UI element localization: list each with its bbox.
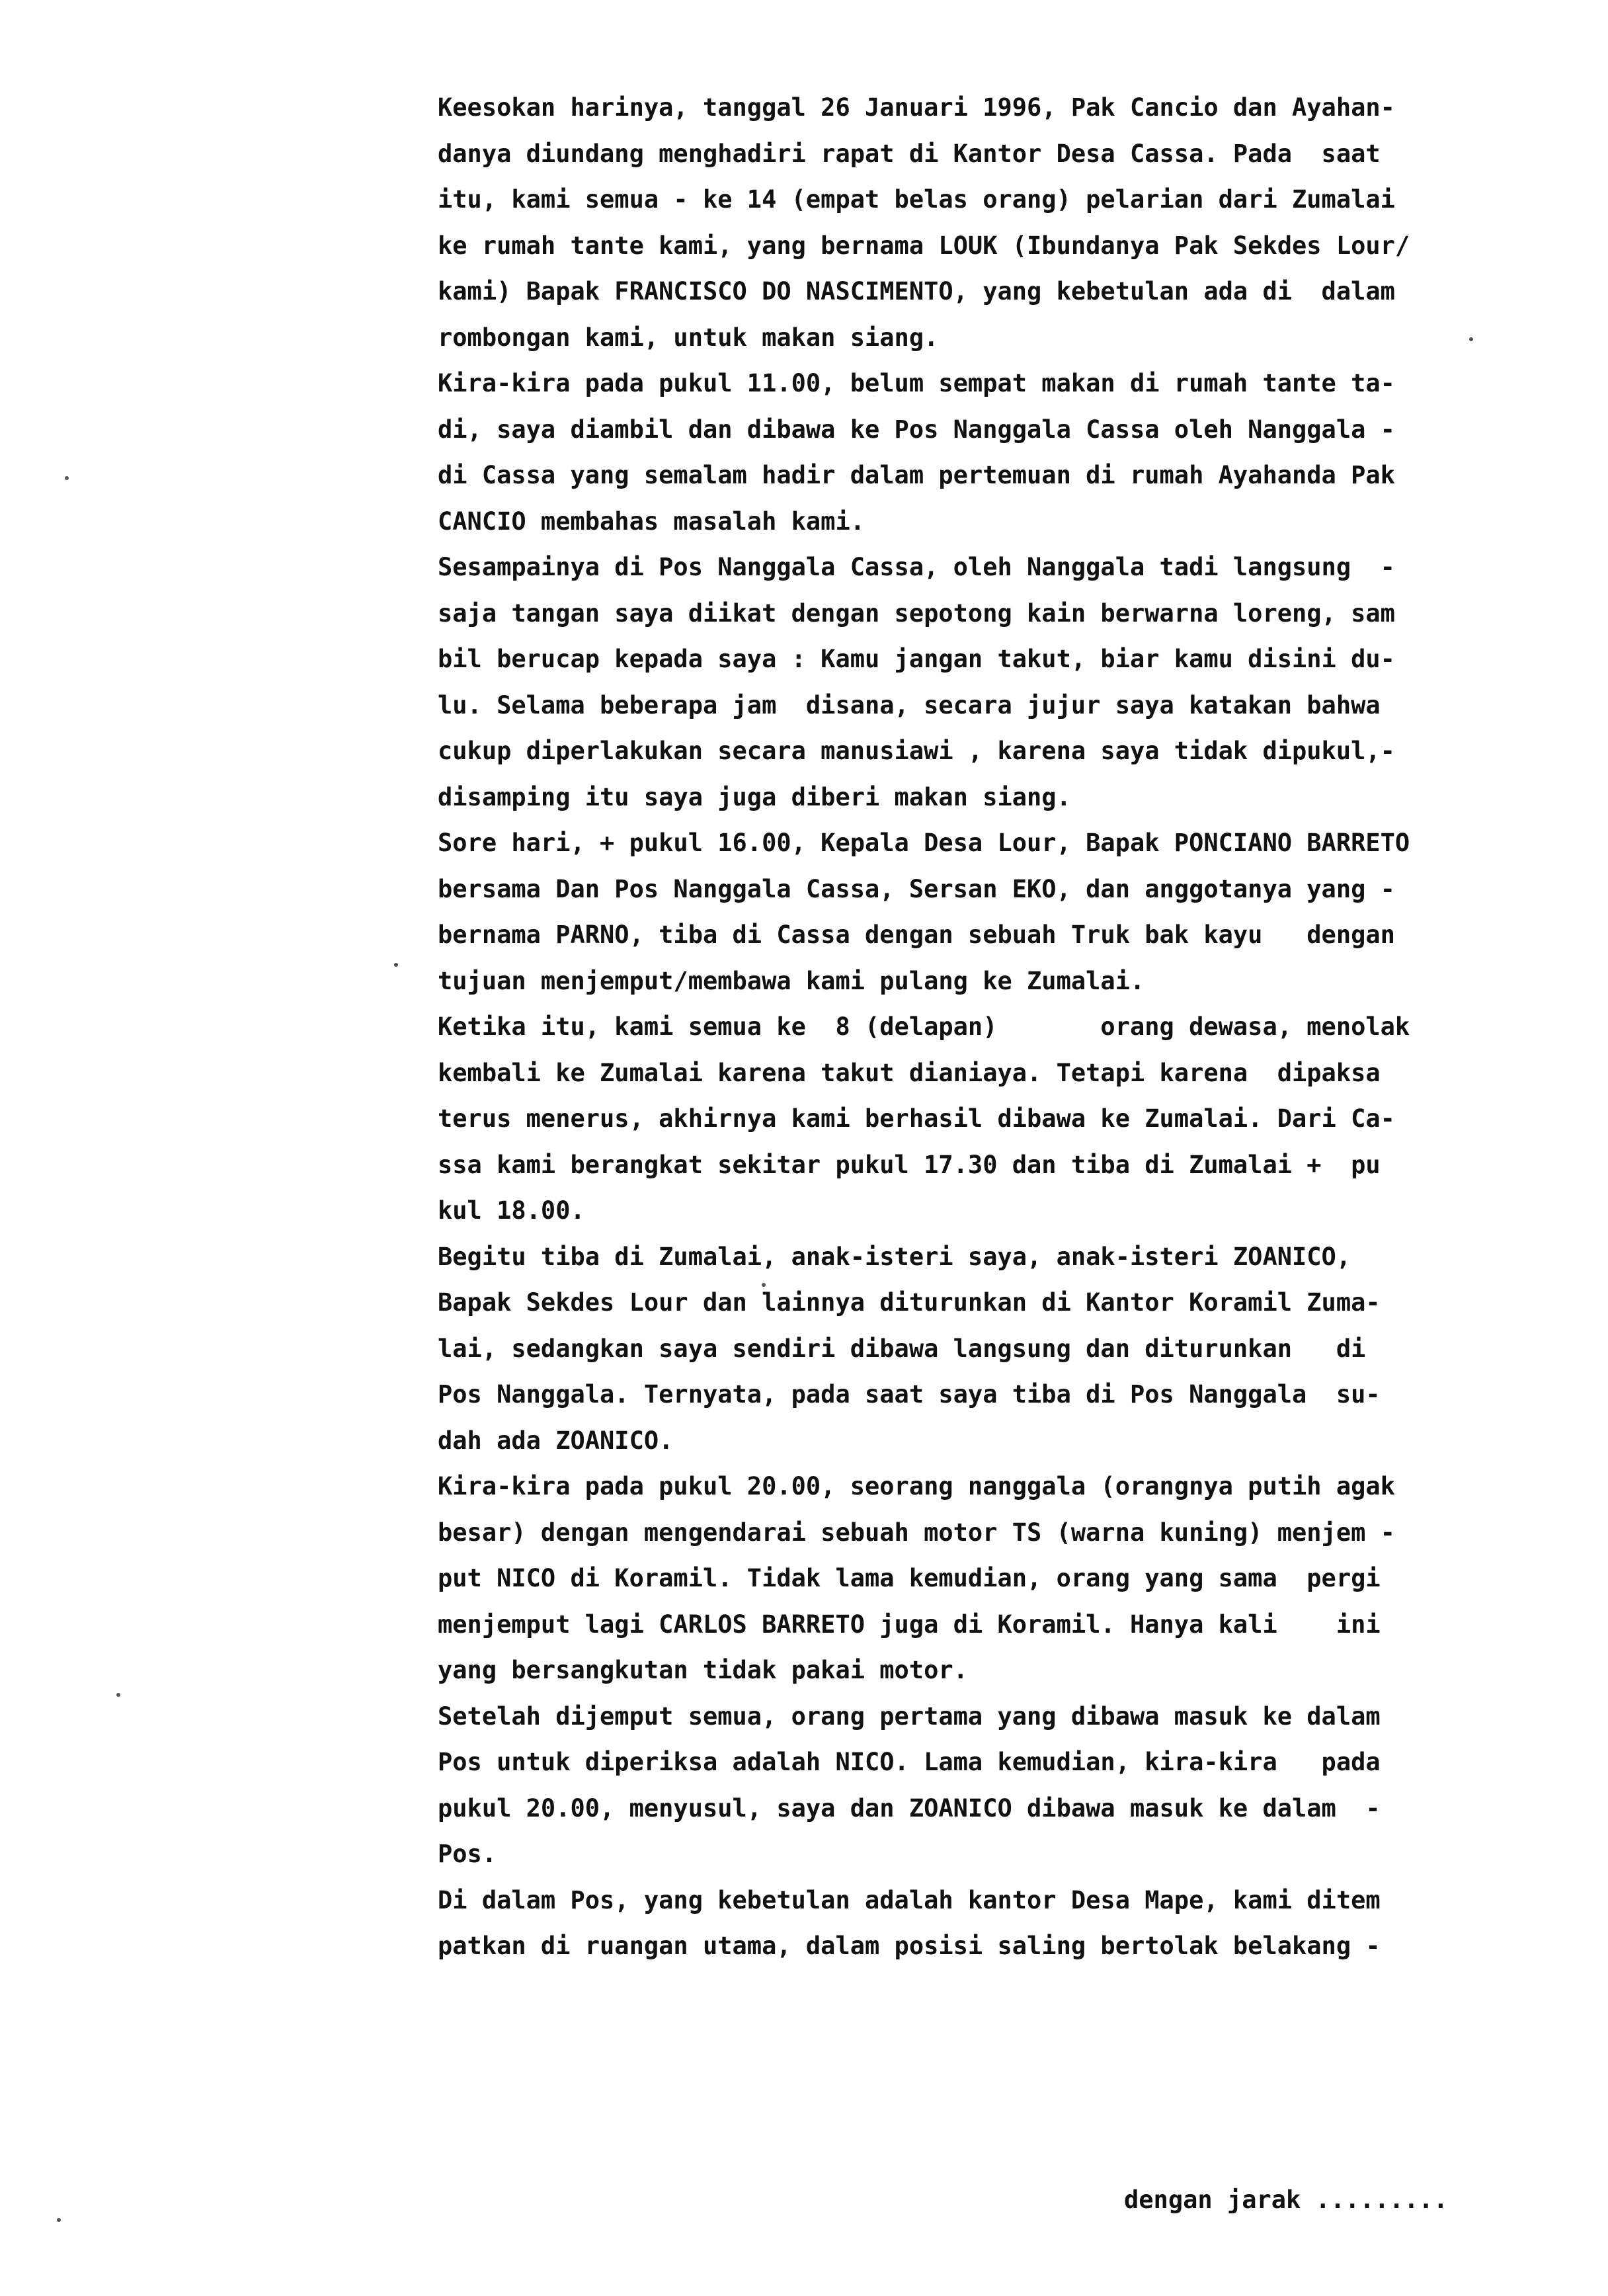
text-line: Pos Nanggala. Ternyata, pada saat saya tiba di Pos Nanggala su- <box>438 1380 1381 1409</box>
text-line: ssa kami berangkat sekitar pukul 17.30 dan tiba di Zumalai + pu <box>438 1150 1381 1179</box>
text-line: Keesokan harinya, tanggal 26 Januari 1996, Pak Cancio dan Ayahan- <box>438 93 1395 122</box>
text-line: Pos untuk diperiksa adalah NICO. Lama kemudian, kira-kira pada <box>438 1748 1381 1776</box>
text-line: Begitu tiba di Zumalai, anak-isteri saya, anak-isteri ZOANICO, <box>438 1242 1351 1271</box>
scan-speck <box>1469 337 1473 341</box>
text-line: disamping itu saya juga diberi makan siang. <box>438 782 1071 811</box>
text-line: itu, kami semua - ke 14 (empat belas orang) pelarian dari Zumalai <box>438 185 1395 214</box>
text-line: kami) Bapak FRANCISCO DO NASCIMENTO, yang kebetulan ada di dalam <box>438 277 1395 306</box>
scan-speck <box>394 963 398 967</box>
text-line: lai, sedangkan saya sendiri dibawa langsung dan diturunkan di <box>438 1334 1366 1363</box>
text-line: CANCIO membahas masalah kami. <box>438 507 865 536</box>
text-line: di Cassa yang semalam hadir dalam pertemuan di rumah Ayahanda Pak <box>438 461 1395 489</box>
text-line: besar) dengan mengendarai sebuah motor TS (warna kuning) menjem - <box>438 1518 1395 1547</box>
text-line: Sesampainya di Pos Nanggala Cassa, oleh Nanggala tadi langsung - <box>438 553 1395 581</box>
text-line: danya diundang menghadiri rapat di Kantor Desa Cassa. Pada saat <box>438 139 1381 168</box>
text-line: Ketika itu, kami semua ke 8 (delapan) orang dewasa, menolak <box>438 1012 1410 1041</box>
scan-speck <box>762 1283 766 1287</box>
text-line: patkan di ruangan utama, dalam posisi saling bertolak belakang - <box>438 1932 1381 1960</box>
text-line: terus menerus, akhirnya kami berhasil dibawa ke Zumalai. Dari Ca- <box>438 1104 1395 1133</box>
text-line: rombongan kami, untuk makan siang. <box>438 323 939 352</box>
text-line: ke rumah tante kami, yang bernama LOUK (Ibundanya Pak Sekdes Lour/ <box>438 231 1410 260</box>
text-line: pukul 20.00, menyusul, saya dan ZOANICO dibawa masuk ke dalam - <box>438 1793 1381 1823</box>
text-line: bernama PARNO, tiba di Cassa dengan sebuah Truk bak kayu dengan <box>438 921 1395 949</box>
text-line: Kira-kira pada pukul 20.00, seorang nanggala (orangnya putih agak <box>438 1472 1395 1500</box>
text-line: tujuan menjemput/membawa kami pulang ke Zumalai. <box>438 966 1145 995</box>
text-line: bil berucap kepada saya : Kamu jangan takut, biar kamu disini du- <box>438 645 1395 673</box>
text-line: menjemput lagi CARLOS BARRETO juga di Koramil. Hanya kali ini <box>438 1610 1381 1639</box>
scan-speck <box>57 2218 61 2222</box>
text-line: saja tangan saya diikat dengan sepotong kain berwarna loreng, sam <box>438 598 1395 628</box>
text-line: cukup diperlakukan secara manusiawi , karena saya tidak dipukul,- <box>438 737 1395 765</box>
text-line: kembali ke Zumalai karena takut dianiaya. Tetapi karena dipaksa <box>438 1058 1381 1087</box>
text-line: Setelah dijemput semua, orang pertama yang dibawa masuk ke dalam <box>438 1702 1381 1731</box>
document-body <box>438 85 1509 1969</box>
text-line: kul 18.00. <box>438 1196 585 1225</box>
text-line: put NICO di Koramil. Tidak lama kemudian, orang yang sama pergi <box>438 1564 1381 1592</box>
text-line: di, saya diambil dan dibawa ke Pos Nanggala Cassa oleh Nanggala - <box>438 415 1395 444</box>
scan-speck <box>65 476 69 480</box>
text-line: Bapak Sekdes Lour dan lainnya diturunkan di Kantor Koramil Zuma- <box>438 1288 1381 1317</box>
text-line: yang bersangkutan tidak pakai motor. <box>438 1656 968 1684</box>
text-line: Pos. <box>438 1840 497 1868</box>
text-line: bersama Dan Pos Nanggala Cassa, Sersan EKO, dan anggotanya yang - <box>438 874 1395 903</box>
text-line: Kira-kira pada pukul 11.00, belum sempat makan di rumah tante ta- <box>438 369 1395 397</box>
scan-speck <box>116 1693 120 1697</box>
text-line: Sore hari, + pukul 16.00, Kepala Desa Lour, Bapak PONCIANO BARRETO <box>438 829 1410 857</box>
text-line: dah ada ZOANICO. <box>438 1426 674 1455</box>
text-line: Di dalam Pos, yang kebetulan adalah kantor Desa Mape, kami ditem <box>438 1885 1381 1914</box>
continuation-footer: dengan jarak ......... <box>1124 2186 1449 2214</box>
text-line: lu. Selama beberapa jam disana, secara jujur saya katakan bahwa <box>438 690 1381 719</box>
